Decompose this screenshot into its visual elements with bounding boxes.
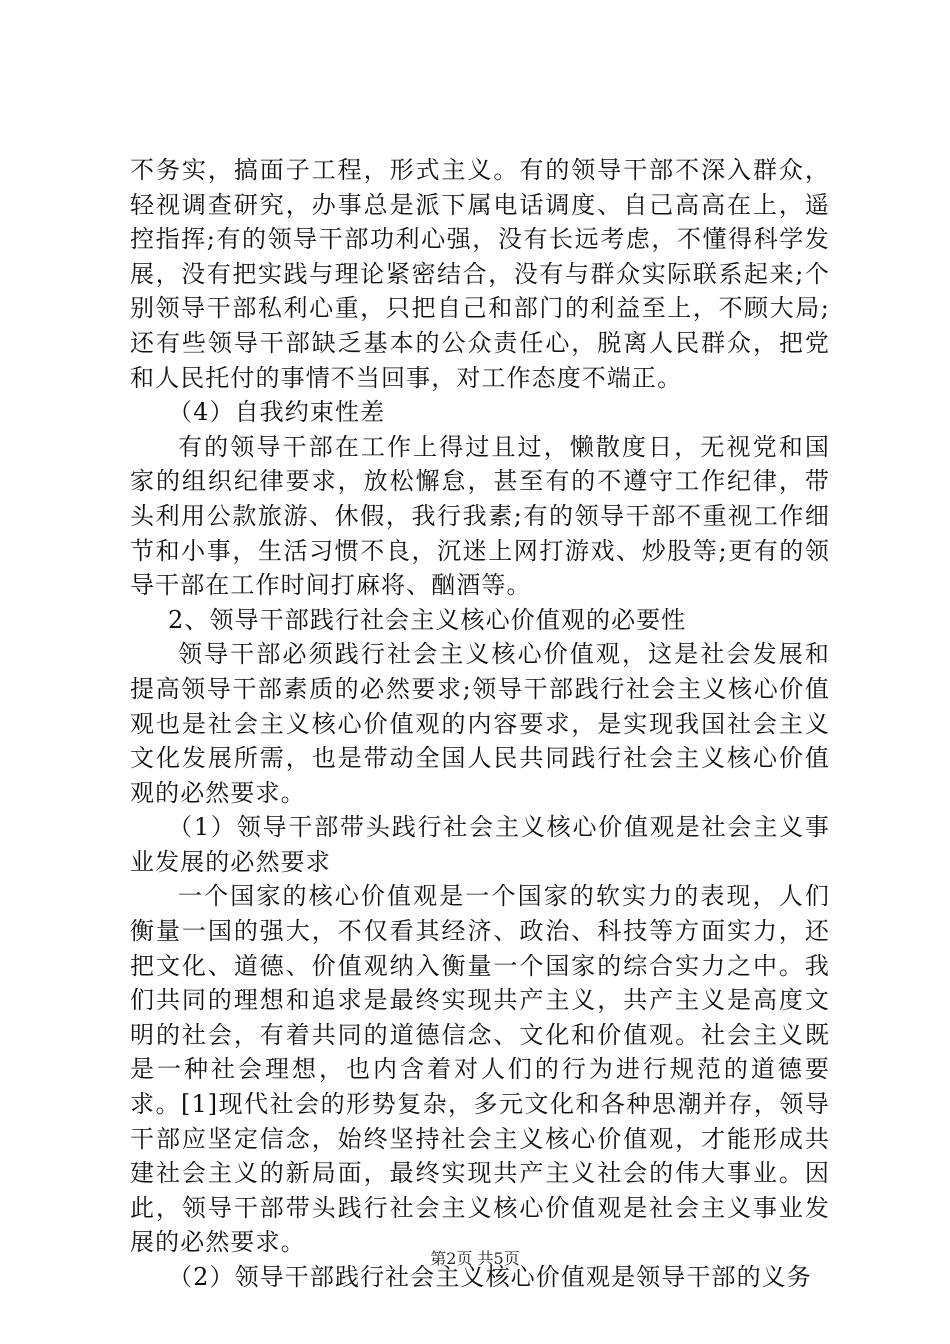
body-paragraph: 领导干部必须践行社会主义核心价值观，这是社会发展和提高领导干部素质的必然要求;领导干部践行社会主义核心价值观也是社会主义核心价值观的内容要求，是实现我国社会主义文化发展所需，也是带动全国人民共同践行社会主义核心价值观的必然要求。: [130, 640, 830, 807]
body-paragraph: 有的领导干部在工作上得过且过，懒散度日，无视党和国家的组织纪律要求，放松懈怠，甚至有的不遵守工作纪律，带头利用公款旅游、休假，我行我素;有的领导干部不重视工作细节和小事，生活习惯不良，沉迷上网打游戏、炒股等;更有的领导干部在工作时间打麻将、酗酒等。: [130, 432, 830, 600]
section-heading: （2）领导干部践行社会主义核心价值观是领导干部的义务: [168, 1263, 812, 1291]
page-number-footer: 第2页 共5页: [430, 1249, 520, 1268]
section-heading: （4）自我约束性差: [168, 398, 386, 427]
body-paragraph: 不务实，搞面子工程，形式主义。有的领导干部不深入群众，轻视调查研究，办事总是派下属电话调度、自己高高在上，遥控指挥;有的领导干部功利心强，没有长远考虑，不懂得科学发展，没有把实践与理论紧密结合，没有与群众实际联系起来;个别领导干部私利心重，只把自己和部门的利益至上，不顾大局;还有些领导干部缺乏基本的公众责任心，脱离人民群众，把党和人民托付的事情不当回事，对工作态度不端正。: [130, 156, 830, 392]
document-body: [130, 153, 830, 1295]
section-heading: （1）领导干部带头践行社会主义核心价值观是社会主义事业发展的必然要求: [130, 813, 830, 876]
section-heading: 2、领导干部践行社会主义核心价值观的必要性: [168, 605, 687, 634]
body-paragraph: 一个国家的核心价值观是一个国家的软实力的表现，人们衡量一国的强大，不仅看其经济、政治、科技等方面实力，还把文化、道德、价值观纳入衡量一个国家的综合实力之中。我们共同的理想和追求是最终实现共产主义，共产主义是高度文明的社会，有着共同的道德信念、文化和价值观。社会主义既是一种社会理想，也内含着对人们的行为进行规范的道德要求。[1]现代社会的形势复杂，多元文化和各种思潮并存，领导干部应坚定信念，始终坚持社会主义核心价值观，才能形成共建社会主义的新局面，最终实现共产主义社会的伟大事业。因此，领导干部带头践行社会主义核心价值观是社会主义事业发展的必然要求。: [130, 882, 830, 1257]
